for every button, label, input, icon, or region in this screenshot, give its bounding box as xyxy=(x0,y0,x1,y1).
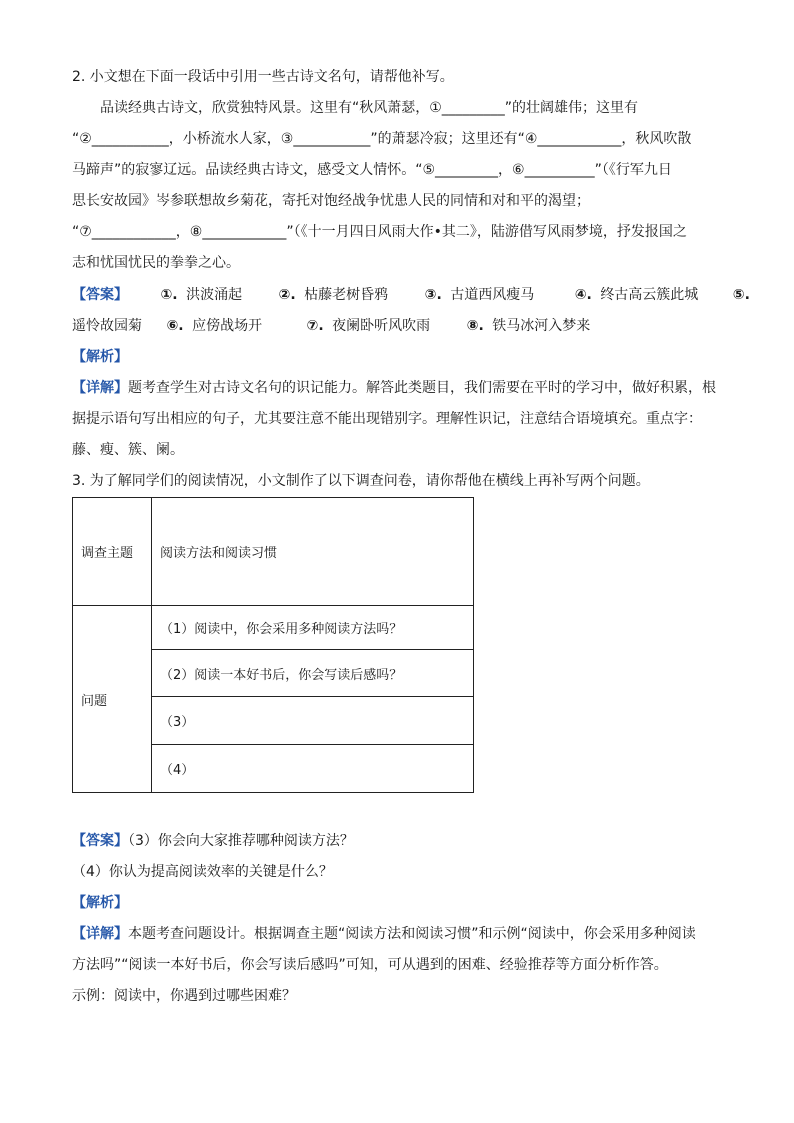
answer-text: （3）你会向大家推荐哪种阅读方法？ xyxy=(128,833,354,849)
q2-detail-line xyxy=(72,377,722,399)
q2-passage-line: “⑦____________，⑧____________”（《十一月四日风雨大作•其二》，陆游借写风雨梦境，抒发报国之 xyxy=(72,224,687,240)
answer-tag: 【答案】 xyxy=(72,287,128,303)
answer-number: ④. xyxy=(574,287,592,303)
q2-stem: 2. 小文想在下面一段话中引用一些古诗文名句，请帮他补写。 xyxy=(72,69,454,85)
answer-tag: 【答案】 xyxy=(72,833,128,849)
answer-text: 应傍战场开 xyxy=(192,318,263,334)
answer-number: ⑤. xyxy=(732,287,750,303)
answer-text: 洪波涌起 xyxy=(186,287,243,303)
answer-text: 遥怜故园菊 xyxy=(72,318,142,334)
detail-tag: 【详解】 xyxy=(72,926,128,942)
q3-detail-line xyxy=(72,923,722,945)
q2-passage-line: “②___________，小桥流水人家，③___________”的萧瑟冷寂；这里还有“④____________，秋风吹散 xyxy=(72,131,692,147)
q3-detail-line: 方法吗”“阅读一本好书后，你会写读后感吗”可知，可从遇到的困难、经验推荐等方面分析作答。 xyxy=(72,957,668,973)
answer-number: ⑦. xyxy=(306,318,324,334)
answer-number: ①. xyxy=(160,287,178,303)
answer-text: 枯藤老树昏鸦 xyxy=(304,287,389,303)
answer-number: ⑧. xyxy=(466,318,484,334)
q3-detail-line: 示例：阅读中，你遇到过哪些困难？ xyxy=(72,988,296,1004)
detail-text: 本题考查问题设计。根据调查主题“阅读方法和阅读习惯”和示例“阅读中，你会采用多种阅读 xyxy=(128,926,696,942)
topic-label-cell: 调查主题 xyxy=(73,498,152,606)
q2-answer-line xyxy=(72,284,750,306)
q3-answer-line xyxy=(72,830,722,852)
q2-passage-line: 思长安故园》岑参联想故乡菊花，寄托对饱经战争忧患人民的同情和对和平的渴望； xyxy=(72,193,590,209)
answer-text: 终古高云簇此城 xyxy=(600,287,699,303)
table-row xyxy=(73,606,474,650)
q2-passage-line: 品读经典古诗文，欣赏独特风景。这里有“秋风萧瑟，①_________”的壮阔雄伟；这里有 xyxy=(100,100,639,116)
q2-passage-line: 志和忧国忧民的拳拳之心。 xyxy=(72,255,240,271)
topic-value-cell: 阅读方法和阅读习惯 xyxy=(152,498,474,606)
q2-detail-line: 据提示语句写出相应的句子，尤其要注意不能出现错别字。理解性识记，注意结合语境填充。重点字： xyxy=(72,411,702,427)
analysis-tag: 【解析】 xyxy=(72,895,128,911)
q2-answer-line xyxy=(72,315,722,337)
question-cell: （4） xyxy=(152,745,474,793)
answer-text: 夜阑卧听风吹雨 xyxy=(332,318,431,334)
answer-number: ③. xyxy=(424,287,442,303)
answer-text: 铁马冰河入梦来 xyxy=(492,318,591,334)
survey-table xyxy=(72,497,474,793)
q2-passage-line: 马蹄声”的寂寥辽远。品读经典古诗文，感受文人情怀。“⑤_________，⑥__________”（《行军九日 xyxy=(72,162,672,178)
question-cell: （2）阅读一本好书后，你会写读后感吗？ xyxy=(152,650,474,697)
analysis-tag: 【解析】 xyxy=(72,349,128,365)
q3-answer-line: （4）你认为提高阅读效率的关键是什么？ xyxy=(72,864,333,880)
q3-stem: 3. 为了解同学们的阅读情况，小文制作了以下调查问卷，请你帮他在横线上再补写两个问题。 xyxy=(72,473,650,489)
question-cell: （1）阅读中，你会采用多种阅读方法吗？ xyxy=(152,606,474,650)
question-cell: （3） xyxy=(152,697,474,745)
detail-text: 题考查学生对古诗文名句的识记能力。解答此类题目，我们需要在平时的学习中，做好积累，根 xyxy=(128,380,716,396)
q2-detail-line: 藤、瘦、簇、阑。 xyxy=(72,442,184,458)
questions-label-cell: 问题 xyxy=(73,606,152,793)
table-row xyxy=(73,498,474,606)
answer-number: ②. xyxy=(278,287,296,303)
detail-tag: 【详解】 xyxy=(72,380,128,396)
answer-text: 古道西风瘦马 xyxy=(450,287,535,303)
answer-number: ⑥. xyxy=(166,318,184,334)
